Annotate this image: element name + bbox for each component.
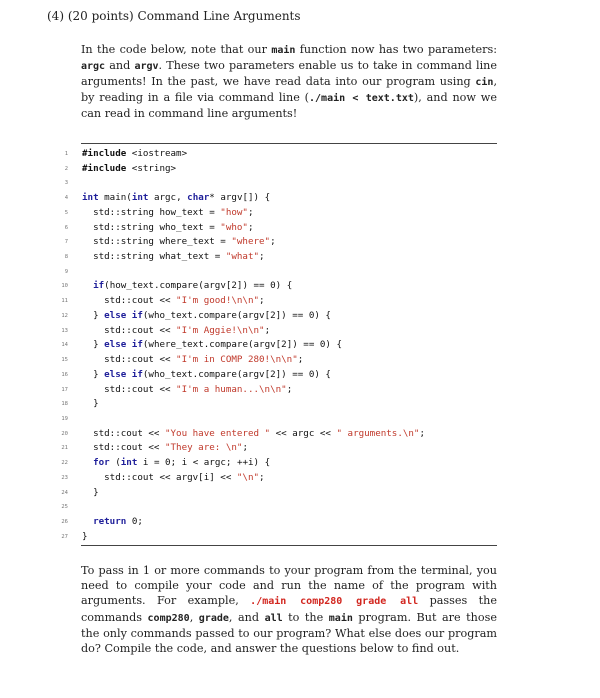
- code-token: ;: [242, 442, 248, 454]
- code-token: std::cout <<: [82, 295, 177, 307]
- code-token: std::string who_text =: [82, 221, 221, 233]
- code-token: ;: [419, 427, 426, 439]
- code-token: }: [82, 530, 88, 542]
- code-text: [82, 368, 331, 383]
- code-token: }: [82, 486, 99, 498]
- code-token: argc,: [148, 192, 188, 204]
- question-heading: (4) (20 points) Command Line Arguments: [47, 9, 301, 23]
- code-text: [82, 235, 276, 250]
- code-token: "\n": [236, 471, 260, 483]
- code-token: int: [131, 192, 149, 204]
- code-top-rule: [81, 143, 497, 144]
- code-text: [82, 309, 331, 324]
- line-number: 16: [61, 371, 68, 378]
- intro-paragraph: In the code below, note that our main function now has two parameters: argc and argv. These two parameters enable us to take in command line arguments! In the past, we have read data into our program using cin, by reading in a file via command line (./main < text.txt), and now we can read in command line arguments!: [81, 43, 498, 121]
- code-token: std::cout <<: [82, 442, 165, 454]
- line-number: 15: [61, 357, 68, 364]
- code-text: [82, 471, 265, 486]
- line-number: 2: [64, 165, 68, 172]
- code-text: [82, 486, 99, 501]
- code-token: main(: [98, 192, 132, 204]
- code-token: ;: [270, 236, 276, 248]
- line-number: 20: [61, 430, 68, 437]
- code-term-all: all: [264, 612, 283, 624]
- line-number: 4: [64, 195, 68, 202]
- code-token: << argc <<: [270, 427, 337, 439]
- code-token: ;: [286, 383, 293, 395]
- code-text: [82, 162, 176, 177]
- code-token: #include: [82, 162, 127, 174]
- code-token: std::cout <<: [82, 354, 177, 366]
- code-line: [60, 515, 500, 530]
- code-token: "I'm Aggie!\n\n": [176, 324, 265, 336]
- line-number: 18: [61, 401, 68, 408]
- code-token: }: [82, 339, 105, 351]
- code-text: [82, 383, 292, 398]
- code-text: [82, 191, 270, 206]
- code-token: [82, 516, 93, 527]
- code-text: [82, 221, 254, 236]
- code-text: [82, 294, 265, 309]
- code-token: "I'm good!\n\n": [176, 295, 260, 307]
- code-line: [60, 368, 500, 383]
- code-token: std::cout << argv[i] <<: [82, 471, 237, 483]
- code-token: [82, 457, 93, 468]
- code-term-redirect: ./main < text.txt: [309, 93, 414, 105]
- code-line: [60, 412, 500, 427]
- line-number: 7: [64, 239, 68, 246]
- code-token: * argv[]) {: [209, 192, 271, 204]
- code-token: }: [82, 368, 105, 380]
- code-text: [82, 456, 270, 471]
- code-term-comp280: comp280: [147, 612, 190, 624]
- code-token: else if: [104, 368, 143, 380]
- code-term-cin: cin: [475, 77, 494, 89]
- code-token: }: [82, 309, 105, 321]
- code-token: ;: [259, 471, 265, 483]
- code-listing: [60, 147, 500, 544]
- code-text: [82, 279, 292, 294]
- code-token: std::cout <<: [82, 324, 177, 336]
- code-text: [82, 250, 265, 265]
- line-number: 3: [64, 180, 68, 187]
- code-line: [60, 265, 500, 280]
- code-token: <string>: [126, 162, 177, 174]
- line-number: 13: [61, 327, 68, 334]
- code-token: ;: [264, 324, 271, 336]
- code-text: [82, 338, 342, 353]
- code-term-argv: argv: [134, 61, 159, 73]
- line-number: 5: [64, 209, 68, 216]
- code-term-grade: grade: [198, 612, 229, 624]
- code-line: [60, 338, 500, 353]
- code-token: else if: [104, 339, 143, 351]
- code-token: "where": [231, 236, 271, 248]
- line-number: 26: [61, 518, 68, 525]
- code-text: [82, 427, 425, 442]
- code-text: [82, 206, 254, 221]
- code-token: "how": [220, 206, 248, 218]
- code-token: char: [187, 192, 210, 204]
- code-text: [82, 515, 143, 530]
- code-token: 0;: [126, 515, 143, 527]
- code-line: [60, 471, 500, 486]
- code-token: ;: [247, 206, 254, 218]
- code-line: [60, 147, 500, 162]
- code-line: [60, 486, 500, 501]
- code-token: std::cout <<: [82, 383, 177, 395]
- line-number: 25: [61, 504, 68, 511]
- code-token: return: [93, 515, 127, 527]
- code-token: <iostream>: [126, 148, 188, 159]
- code-token: (where_text.compare(argv[2]) == 0) {: [142, 339, 343, 351]
- code-line: [60, 221, 500, 236]
- code-line: [60, 294, 500, 309]
- code-token: else if: [104, 309, 143, 321]
- code-line: [60, 250, 500, 265]
- code-token: int: [82, 192, 99, 204]
- line-number: 6: [64, 224, 68, 231]
- code-token: }: [82, 398, 99, 410]
- code-term-main-2: main: [328, 612, 353, 624]
- code-line: [60, 309, 500, 324]
- code-line: [60, 162, 500, 177]
- code-line: [60, 353, 500, 368]
- code-line: [60, 235, 500, 250]
- code-line: [60, 191, 500, 206]
- example-command: ./main comp280 grade all: [250, 596, 419, 608]
- outro-paragraph: To pass in 1 or more commands to your program from the terminal, you need to compile your code and run the name of the program with arguments. For example, ./main comp280 grade all passes the commands comp280, grade, and all to the main program. But are those the only commands passed to our program? What else does our program do? Compile the code, and answer the questions below to find out.: [81, 564, 497, 656]
- code-token: "I'm a human...\n\n": [176, 383, 287, 395]
- line-number: 22: [61, 460, 68, 467]
- code-token: std::string what_text =: [82, 251, 226, 263]
- code-token: "what": [225, 251, 260, 263]
- code-line: [60, 456, 500, 471]
- code-text: [82, 397, 99, 412]
- code-line: [60, 176, 500, 191]
- code-token: std::string how_text =: [82, 206, 221, 218]
- line-number: 23: [61, 474, 68, 481]
- code-line: [60, 383, 500, 398]
- code-token: if: [93, 280, 105, 292]
- line-number: 1: [64, 151, 68, 157]
- code-token: (how_text.compare(argv[2]) == 0) {: [104, 280, 293, 292]
- code-token: ;: [247, 221, 254, 233]
- code-text: [82, 530, 88, 545]
- line-number: 27: [61, 533, 68, 540]
- code-text: [82, 441, 248, 456]
- line-number: 17: [61, 386, 68, 393]
- code-token: (who_text.compare(argv[2]) == 0) {: [142, 368, 331, 380]
- code-bottom-rule: [81, 545, 497, 546]
- code-token: std::cout <<: [82, 427, 165, 439]
- code-token: " arguments.\n": [336, 427, 420, 439]
- code-token: ;: [297, 354, 304, 366]
- line-number: 10: [61, 283, 68, 290]
- code-token: ;: [259, 295, 265, 307]
- line-number: 8: [64, 254, 68, 261]
- line-number: 21: [61, 445, 68, 452]
- code-token: i = 0; i < argc; ++i) {: [137, 457, 271, 469]
- line-number: 9: [64, 268, 68, 275]
- code-token: (: [109, 457, 121, 469]
- code-line: [60, 530, 500, 545]
- line-number: 24: [61, 489, 68, 496]
- code-token: #include: [82, 148, 127, 159]
- code-text: [82, 147, 187, 162]
- code-text: [82, 324, 270, 339]
- line-number: 12: [61, 312, 68, 319]
- code-term-main: main: [271, 45, 296, 56]
- code-line: [60, 500, 500, 515]
- code-token: "They are: \n": [164, 442, 243, 454]
- code-token: int: [120, 457, 138, 469]
- code-token: "You have entered ": [164, 427, 271, 439]
- code-line: [60, 427, 500, 442]
- code-line: [60, 279, 500, 294]
- line-number: 14: [61, 342, 68, 349]
- code-term-argc: argc: [81, 61, 106, 73]
- code-token: ;: [259, 251, 265, 263]
- code-token: std::string where_text =: [82, 236, 232, 248]
- code-line: [60, 441, 500, 456]
- code-token: "I'm in COMP 280!\n\n": [176, 354, 298, 366]
- code-token: for: [93, 457, 110, 469]
- code-line: [60, 397, 500, 412]
- code-token: (who_text.compare(argv[2]) == 0) {: [142, 309, 331, 321]
- code-line: [60, 206, 500, 221]
- line-number: 11: [61, 298, 68, 305]
- code-text: [82, 353, 303, 368]
- code-token: [82, 280, 93, 291]
- code-line: [60, 324, 500, 339]
- line-number: 19: [61, 415, 68, 422]
- code-token: "who": [220, 221, 248, 233]
